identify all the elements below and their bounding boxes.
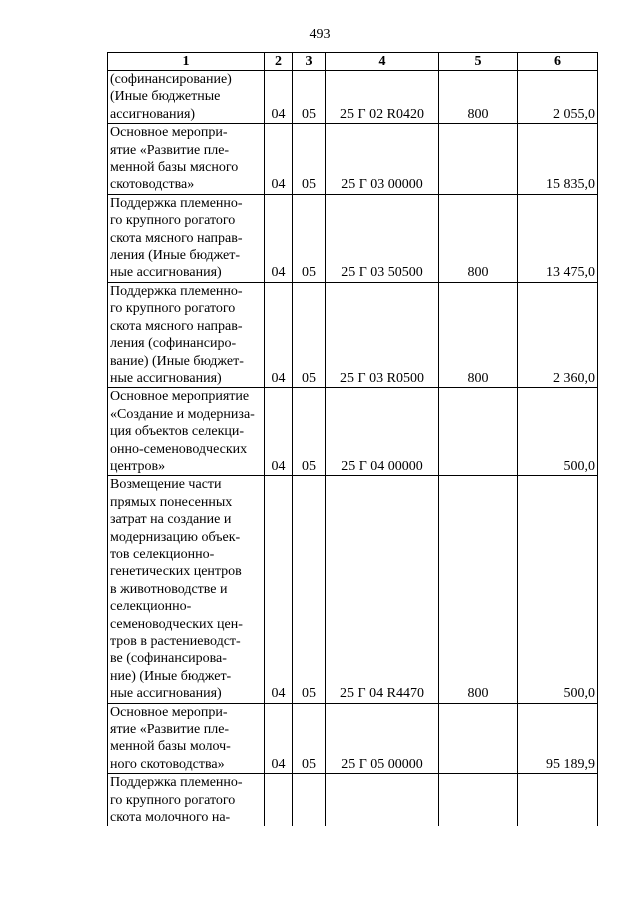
row-name-line: генетических центров: [110, 564, 242, 580]
row-cell-c6: 2 360,0: [518, 282, 598, 387]
row-cell-c4: 25 Г 04 00000: [326, 388, 439, 476]
row-name-cell: [108, 71, 265, 124]
row-cell-c2: 04: [265, 194, 293, 282]
row-cell-c4: [326, 774, 439, 827]
header-col-4: 4: [326, 53, 439, 71]
row-cell-c6: 13 475,0: [518, 194, 598, 282]
row-cell-c2: [265, 774, 293, 827]
row-cell-c4: 25 Г 02 R0420: [326, 71, 439, 124]
row-cell-c2: 04: [265, 282, 293, 387]
row-name-line: прямых понесенных: [110, 494, 233, 510]
row-cell-c3: 05: [293, 703, 326, 774]
table-row: [108, 124, 598, 195]
table-row: [108, 703, 598, 774]
row-cell-c5: 800: [439, 476, 518, 703]
header-col-6: 6: [518, 53, 598, 71]
row-cell-c3: 05: [293, 476, 326, 703]
row-cell-c2: 04: [265, 388, 293, 476]
row-name-line: ве (софинансирова-: [110, 651, 227, 667]
row-cell-c4: 25 Г 03 R0500: [326, 282, 439, 387]
row-name-line: ления (Иные бюджет-: [110, 248, 240, 264]
row-name-line: затрат на создание и: [110, 512, 232, 528]
row-name-line: ные ассигнования): [110, 370, 222, 386]
row-name-line: скота мясного направ-: [110, 230, 243, 246]
row-cell-c6: 95 189,9: [518, 703, 598, 774]
row-name-cell: [108, 124, 265, 195]
row-cell-c3: 05: [293, 194, 326, 282]
row-name-line: Поддержка племенно-: [110, 195, 243, 211]
row-name-line: Возмещение части: [110, 477, 222, 493]
row-name-line: онно-семеноводческих: [110, 441, 248, 457]
row-name-line: ние) (Иные бюджет-: [110, 668, 232, 684]
budget-table: [107, 52, 598, 826]
row-name-line: менной базы мясного: [110, 160, 239, 176]
row-name-line: в животноводстве и: [110, 581, 228, 597]
row-cell-c3: 05: [293, 388, 326, 476]
row-name-line: Основное меропри-: [110, 704, 228, 720]
page-number: 493: [309, 27, 331, 42]
row-name-line: (софинансирование): [110, 72, 232, 87]
row-name-cell: [108, 282, 265, 387]
row-cell-c2: 04: [265, 71, 293, 124]
row-cell-c5: 800: [439, 194, 518, 282]
row-name-line: ятие «Развитие пле-: [110, 142, 230, 158]
header-col-1: 1: [108, 53, 265, 71]
row-cell-c4: 25 Г 05 00000: [326, 703, 439, 774]
row-cell-c3: [293, 774, 326, 827]
header-col-2: 2: [265, 53, 293, 71]
row-cell-c6: [518, 774, 598, 827]
table-row: [108, 388, 598, 476]
table-body: [108, 71, 598, 827]
table-row: [108, 774, 598, 827]
row-name-line: ления (софинансиро-: [110, 336, 237, 352]
row-name-line: Поддержка племенно-: [110, 283, 243, 299]
row-cell-c3: 05: [293, 282, 326, 387]
row-name-cell: [108, 703, 265, 774]
row-name-line: тов селекционно-: [110, 546, 215, 562]
row-cell-c3: 05: [293, 71, 326, 124]
row-name-line: семеноводческих цен-: [110, 616, 243, 632]
row-name-line: ные ассигнования): [110, 686, 222, 702]
row-name-line: (Иные бюджетные: [110, 89, 221, 105]
table-row: [108, 282, 598, 387]
row-name-line: вание) (Иные бюджет-: [110, 353, 244, 369]
row-name-line: ного скотоводства»: [110, 756, 225, 772]
row-cell-c6: 15 835,0: [518, 124, 598, 195]
row-cell-c5: 800: [439, 71, 518, 124]
row-name-line: менной базы молоч-: [110, 739, 231, 755]
row-cell-c6: 500,0: [518, 476, 598, 703]
row-cell-c5: [439, 774, 518, 827]
header-row: [108, 53, 598, 71]
row-name-line: Поддержка племенно-: [110, 775, 243, 791]
table-row: [108, 476, 598, 703]
table-header: [108, 53, 598, 71]
row-name-line: ассигнования): [110, 106, 196, 122]
row-name-line: ные ассигнования): [110, 265, 222, 281]
row-name-cell: [108, 194, 265, 282]
header-col-5: 5: [439, 53, 518, 71]
row-name-line: го крупного рогатого: [110, 213, 236, 229]
row-name-line: ятие «Развитие пле-: [110, 722, 230, 738]
row-name-line: Основное мероприятие: [110, 389, 250, 405]
row-name-line: селекционно-: [110, 599, 192, 615]
row-name-line: скота мясного направ-: [110, 318, 243, 334]
row-cell-c5: [439, 124, 518, 195]
row-name-line: центров»: [110, 458, 166, 474]
row-name-line: «Создание и модерниза-: [110, 406, 255, 422]
header-col-3: 3: [293, 53, 326, 71]
row-cell-c4: 25 Г 03 00000: [326, 124, 439, 195]
table-row: [108, 194, 598, 282]
row-name-line: Основное меропри-: [110, 125, 228, 141]
row-name-line: скотоводства»: [110, 177, 195, 193]
row-cell-c5: [439, 388, 518, 476]
row-name-line: тров в растениеводст-: [110, 634, 241, 649]
row-name-line: го крупного рогатого: [110, 301, 236, 317]
row-cell-c2: 04: [265, 124, 293, 195]
row-cell-c2: 04: [265, 476, 293, 703]
row-cell-c6: 2 055,0: [518, 71, 598, 124]
row-name-cell: [108, 476, 265, 703]
table-row: [108, 71, 598, 124]
row-cell-c6: 500,0: [518, 388, 598, 476]
row-cell-c2: 04: [265, 703, 293, 774]
row-cell-c4: 25 Г 03 50500: [326, 194, 439, 282]
row-name-line: ция объектов селекци-: [110, 424, 245, 440]
row-name-cell: [108, 774, 265, 827]
row-name-line: го крупного рогатого: [110, 792, 236, 808]
row-name-cell: [108, 388, 265, 476]
row-cell-c4: 25 Г 04 R4470: [326, 476, 439, 703]
row-cell-c3: 05: [293, 124, 326, 195]
row-name-line: модернизацию объек-: [110, 529, 241, 545]
row-cell-c5: [439, 703, 518, 774]
row-name-line: скота молочного на-: [110, 810, 231, 826]
row-cell-c5: 800: [439, 282, 518, 387]
